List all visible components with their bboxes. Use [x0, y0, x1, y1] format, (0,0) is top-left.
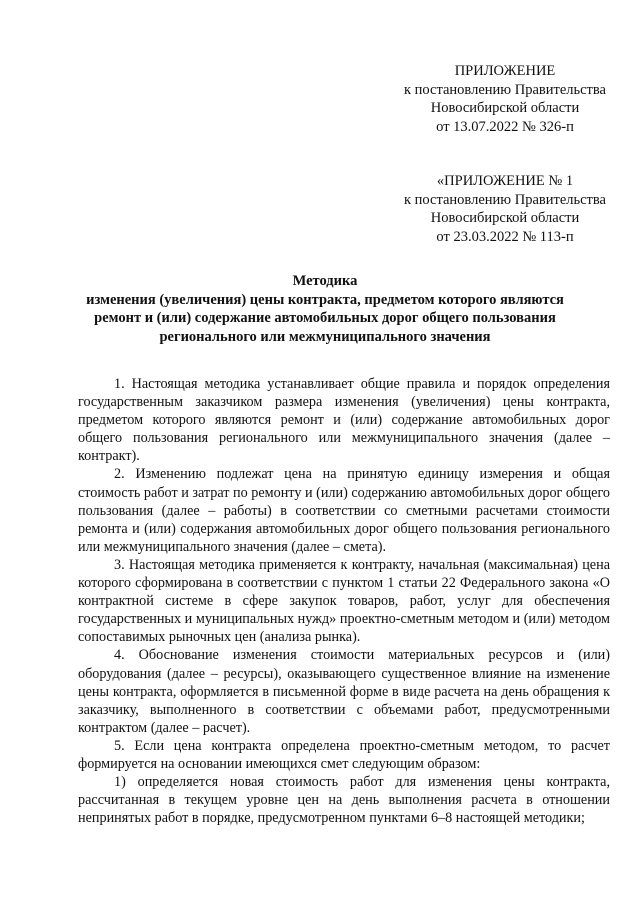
paragraph-2: 2. Изменению подлежат цена на принятую единицу измерения и общая стоимость работ и затрат по ремонту и (или) содержанию автомобильных дорог общего пользования (далее – работы) в соответствии со сметными расчетами стоимости ремонта и (или) содержания автомобильных дорог общего пользования регионального или межмуниципального значения (далее – смета). — [78, 466, 611, 555]
heading-line-3: регионального или межмуниципального значения — [159, 328, 491, 345]
annex-current-title: ПРИЛОЖЕНИЕ — [454, 63, 556, 79]
heading-title: Методика — [292, 273, 358, 289]
document-heading — [60, 272, 590, 346]
heading-line-2: ремонт и (или) содержание автомобильных дорог общего пользования — [94, 310, 556, 326]
paragraph-5: 5. Если цена контракта определена проектно-сметным методом, то расчет формируется на основании имеющихся смет следующим образом: — [78, 737, 610, 772]
annex-current-block — [380, 62, 630, 136]
annex-current-line-3: от 13.07.2022 № 326-п — [436, 118, 574, 135]
paragraph-1: 1. Настоящая методика устанавливает общие правила и порядок определения государственным заказчиком размера изменения (увеличения) цены контракта, предметом которого являются ремонт и (или) содержание автомобильных дорог общего пользования регионального или межмуниципального значения (далее – контракт). — [78, 376, 610, 465]
paragraph-4: 4. Обоснование изменения стоимости материальных ресурсов и (или) оборудования (далее – ресурсы), оказывающего существенное влияние на изменение цены контракта, оформляется в письменной форме в виде расчета на день обращения к заказчику, выполненного в соответствии с объемами работ, предусмотренными контрактом (далее – расчет). — [78, 647, 610, 736]
annex-current-line-2: Новосибирской области — [430, 100, 580, 116]
annex-current-line-1: к постановлению Правительства — [404, 81, 606, 98]
heading-line-1: изменения (увеличения) цены контракта, предметом которого являются — [86, 291, 564, 308]
paragraph-3: 3. Настоящая методика применяется к контракту, начальная (максимальная) цена которого сформирована в соответствии с пунктом 1 статьи 22 Федерального закона «О контрактной системе в сфере закупок товаров, работ, услуг для обеспечения государственных и муниципальных нужд» проектно-сметным методом и (или) методом сопоставимых рыночных цен (анализа рынка). — [78, 556, 610, 646]
annex-original-title: «ПРИЛОЖЕНИЕ № 1 — [436, 173, 574, 189]
annex-original-line-1: к постановлению Правительства — [404, 191, 606, 208]
annex-original-line-2: Новосибирской области — [430, 210, 580, 226]
document-body — [78, 375, 610, 827]
annex-original-block — [380, 172, 630, 246]
paragraph-5-item-1: 1) определяется новая стоимость работ для изменения цены контракта, рассчитанная в текущем уровне цен на день выполнения расчета в отношении непринятых работ в порядке, предусмотренном пунктами 6–8 настоящей методики; — [78, 774, 610, 827]
annex-original-line-3: от 23.03.2022 № 113-п — [436, 228, 574, 245]
